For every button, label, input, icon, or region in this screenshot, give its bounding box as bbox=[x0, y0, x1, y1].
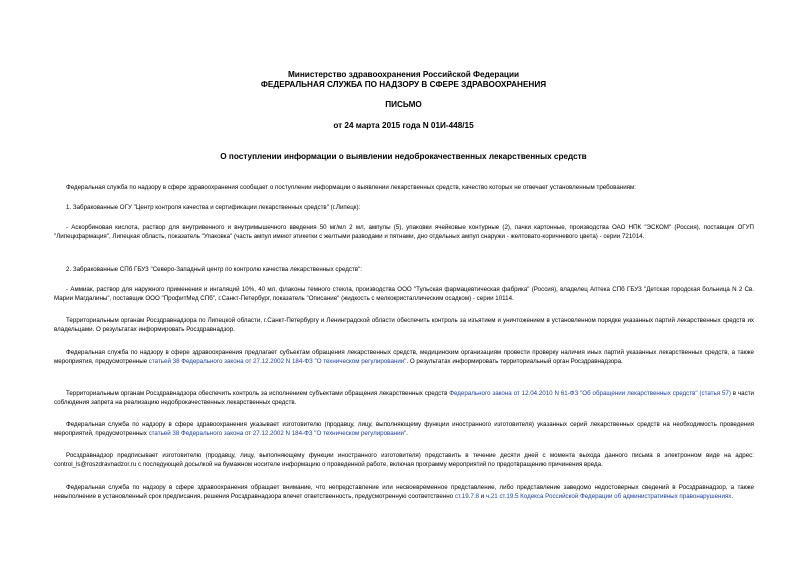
liability-paragraph bbox=[54, 483, 754, 502]
ministry-title: Министерство здравоохранения Российской Федерации bbox=[287, 70, 520, 79]
proposal-text: Федеральная служба по надзору в сфере здравоохранения предлагает субъектам обращения лекарственных средств, медицинским организациям провести проверку наличия иных партий указанных лекарственных средств, а также мероприятия, предусмотренные bbox=[54, 349, 754, 366]
law-184-article-38-link-2[interactable]: статьей 38 Федерального закона от 27.12.2002 N 184-ФЗ "О техническом регулировании" bbox=[148, 430, 407, 438]
item1-text: - Аскорбиновая кислота, раствор для внутривенного и внутримышечного введения 50 мг/мл 2 мл, ампулы (5), упаковки ячейковые контурные (2), пачки картонные, производства ОАО НПК "ЭСКОМ" (Россия), поставщик ОГУП "Липецкфармация", Липецкая область, показатель "Упаковка" (часть ампул имеют этикетки с желтыми разводами и пятнами, дно отдельных ампул снаружи - желтовато-коричневого цвета) - серии 721014. bbox=[54, 224, 754, 241]
control-text-end: в части соблюдения запрета на реализацию недоброкачественных лекарственных средств. bbox=[54, 390, 754, 407]
liability-mid: и bbox=[479, 493, 486, 501]
liability-text-end: . bbox=[731, 493, 734, 501]
law-61-link[interactable]: Федерального закона от 12.04.2010 N 61-ФЗ "Об обращении лекарственных средств" (статья 57) bbox=[449, 390, 731, 397]
item2-title: 2. Забракованные СПб ГБУЗ "Северо-Западный центр по контролю качества лекарственных средств": bbox=[66, 266, 363, 273]
service-title: ФЕДЕРАЛЬНАЯ СЛУЖБА ПО НАДЗОРУ В СФЕРЕ ЗДРАВООХРАНЕНИЯ bbox=[260, 80, 547, 89]
item1-title: 1. Забракованные ОГУ "Центр контроля качества и сертификации лекарственных средств" (г.Липецк): bbox=[66, 204, 361, 211]
proposal-text-end: . О результатах информировать территориальный орган Росздравнадзора. bbox=[406, 358, 623, 366]
intro-paragraph: Федеральная служба по надзору в сфере здравоохранения сообщает о поступлении информации о выявлении лекарственных средств, качество которых не отвечает установленным требованиям: bbox=[66, 184, 636, 191]
item2-text: - Аммиак, раствор для наружного применения и ингаляций 10%, 40 мл, флаконы темного стекла, производства ООО "Тульская фармацевтическая фабрика" (Россия), владелец Аптека СПб ГБУЗ "Детская городская больница N 2 Св. Марии Магдалины", поставщик ООО "ПрофитМед СПб", г.Санкт-Петербург, показатель "Описание" (жидкость с мелкокристаллическим осадком) - серии 10114. bbox=[54, 286, 754, 303]
koap-19-5-link[interactable]: ч.21 ст.19.5 Кодекса Российской Федерации об административных правонарушениях bbox=[485, 493, 732, 501]
proposal-paragraph bbox=[54, 348, 754, 367]
doc-type: ПИСЬМО bbox=[385, 100, 422, 109]
manufacturers-text: Федеральная служба по надзору в сфере здравоохранения указывает изготовителю (продавцу, лицу, выполняющему функции иностранного изготовителя) указанных серий лекарственных средств на необходимость проведения мероприятий, предусмотренных bbox=[54, 421, 754, 438]
territorial-paragraph: Территориальным органам Росздравнадзора по Липецкой области, г.Санкт-Петербургу и Ленинградской области обеспечить контроль за изъятием и уничтожением в установленном порядке указанных партий лекарственных средств их владельцами. О результатах информировать Росздравнадзор. bbox=[54, 317, 754, 334]
control-text: Территориальным органам Росздравнадзора обеспечить контроль за исполнением субъектами обращения лекарственных средств bbox=[66, 390, 450, 397]
liability-text: Федеральная служба по надзору в сфере здравоохранения обращает внимание, что непредставление или несвоевременное представление, либо представление заведомо недостоверных сведений в Росздравнадзор, а также невыполнение в установленный срок предписания, решения Росздравнадзора влечет ответственность, предусмотренную соответственно bbox=[54, 484, 754, 501]
report-paragraph: Росздравнадзор предписывает изготовителю (продавцу, лицу, выполняющему функции иностранного изготовителя) представить в течение десяти дней с момента выхода данного письма в электронном виде на адрес: control_ls@roszdravnadzor.ru с последующей досылкой на бумажном носителе информацию о проведенной работе, включая программу мероприятий по предотвращению причинения вреда. bbox=[54, 452, 754, 469]
control-paragraph bbox=[54, 389, 754, 408]
manufacturers-text-end: . bbox=[406, 430, 408, 438]
manufacturers-paragraph bbox=[54, 420, 754, 439]
doc-date-number: от 24 марта 2015 года N 01И-448/15 bbox=[333, 121, 474, 130]
doc-subject: О поступлении информации о выявлении недоброкачественных лекарственных средств bbox=[220, 152, 587, 161]
koap-19-7-8-link[interactable]: ст.19.7.8 bbox=[454, 493, 479, 501]
law-184-article-38-link[interactable]: статьей 38 Федерального закона от 27.12.2002 N 184-ФЗ "О техническом регулировании" bbox=[148, 358, 407, 366]
